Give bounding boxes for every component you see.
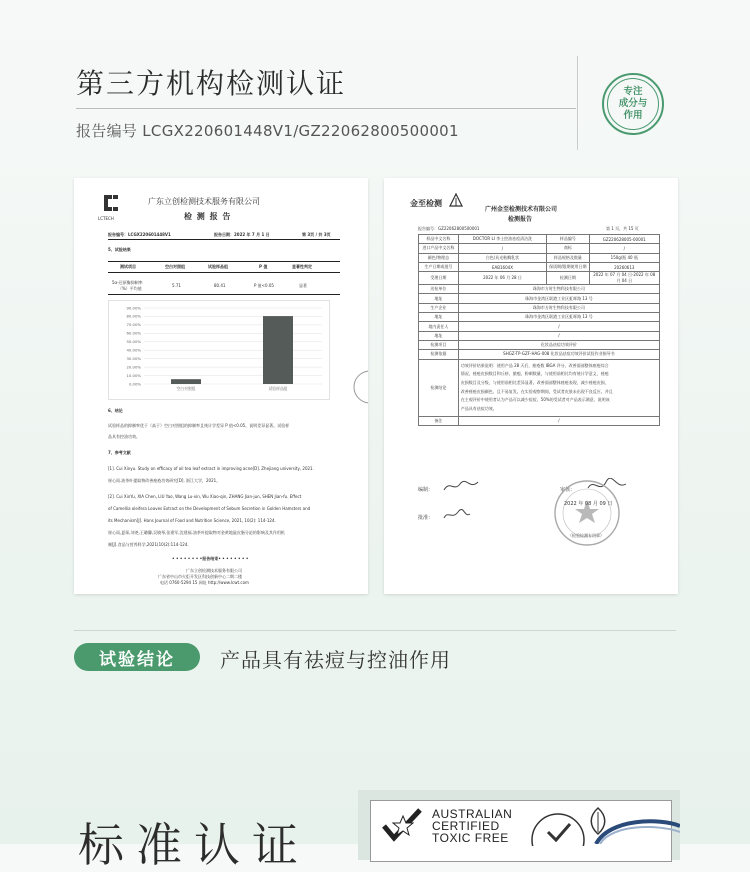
doc2-cell-value: 珠海市金湾区联港工业区虹晖路 13 号: [458, 313, 659, 322]
doc2-table-row: [419, 253, 660, 262]
doc2-cell: 进口产品中文名称: [419, 244, 459, 253]
doc2-approver: 批准：: [418, 515, 434, 521]
doc1-ref1-en: [1]. Cui Xinyu. Study on efficacy of oil tea leaf extract in improving acne[D]. Zhejiang university, 2021.: [108, 466, 314, 471]
doc2-result-line-1: 情况，痤疮皮损数目和丘疹、脓疱、粉刺数量，与使用前相比均有统计学意义，痤疮: [460, 371, 609, 377]
doc2-cell: 20260613: [589, 262, 659, 271]
chart-ytick-label: 70.00%: [126, 322, 141, 328]
doc1-row-label-b: （%）平均值: [118, 286, 142, 291]
doc2-org: 广州金至检测技术有限公司: [485, 206, 558, 213]
doc1-title: 检 测 报 告: [184, 212, 232, 221]
standard-certification-title: 标准认证: [78, 818, 310, 872]
jinzhi-logo: 金至检测: [410, 199, 442, 208]
approver-signature-icon: [442, 508, 472, 522]
doc2-cell: 样品中文名称: [419, 235, 459, 244]
doc1-footer-3: 电话 0760-5294 15 网址 http://www.lcwt.com: [160, 580, 249, 585]
doc2-result-line-5: 产品具有祛痘功效。: [460, 405, 497, 411]
doc1-val-sig: 显著: [299, 283, 307, 288]
doc2-cell: 样品规格及数量: [547, 253, 589, 262]
chart-ytick-label: 30.00%: [126, 355, 141, 361]
doc2-result-cell: [458, 359, 659, 416]
chart-ytick-label: 80.00%: [126, 313, 141, 319]
doc1-report-no: 报告编号：LCGX220601448V1: [108, 232, 171, 237]
conclusion-divider: [74, 630, 676, 631]
conclusion-text: 产品具有祛痘与控油作用: [220, 648, 451, 672]
badge-line-1: 专注: [623, 86, 643, 97]
jinzhi-logo-icon: [448, 192, 464, 208]
doc2-cell-label: 地址: [419, 313, 459, 322]
doc2-table-row: [419, 294, 660, 303]
doc1-val-p: P 值<0.05: [254, 283, 274, 288]
doc2-result-line-0: 功效评价结果说明：使用产品 28 天后，痤疮数 IBGA 评分、改善面部整体痤疮综合: [460, 362, 609, 368]
doc2-cell: 2022 年 06 月 28 日: [458, 272, 546, 285]
doc2-cell: 样品编号: [547, 235, 589, 244]
cert-line-3: TOXIC FREE: [432, 831, 509, 845]
doc1-ref2-en-2: of Camellia oleifera Leaves Extract on the Development of Sebum Secretion in Golden Hamsters and: [108, 506, 311, 511]
doc1-val-blank: 5.71: [172, 283, 181, 288]
chart-bar-0: [171, 379, 201, 384]
doc2-table-row: [419, 285, 660, 294]
doc1-table-bottom: [108, 294, 340, 295]
doc1-section-7: 7、参考文献: [108, 450, 131, 455]
doc2-reviewer: 审核：: [560, 487, 576, 493]
doc2-title: 检测报告: [508, 216, 533, 223]
product-cap-icon: [590, 812, 680, 844]
doc2-table-row: [419, 350, 660, 359]
doc2-table-row: [419, 272, 660, 285]
doc2-stamp-label: （检验检测专用章）: [568, 533, 604, 538]
doc1-org: 广东立创检测技术服务有限公司: [148, 197, 260, 206]
doc2-result-line-3: 改善痤疮皮损颜色，且不易复发。在实验观察期间，受试者皮肤未出现不良反应。并且: [460, 388, 613, 394]
doc2-cell-label: 送检单位: [419, 285, 459, 294]
doc1-header-rule: [108, 239, 340, 240]
doc2-result-label: 检测结论: [419, 359, 459, 416]
doc1-ref2-en-1: [2]. Cui XinYu, XIA Chen, LIU Yao, Wang Lu-xin, Wu Xiao-qin, ZHANG Jian-jun, SHEN Jian-fu. Effect: [108, 494, 302, 499]
chart-ytick-label: 60.00%: [126, 330, 141, 336]
australian-certified-seal-icon: [530, 806, 586, 846]
doc1-inhibition-chart: [108, 300, 330, 400]
doc2-cell: DOCTOR LI 李士控油祛痘清洁洗: [458, 235, 546, 244]
header-vertical-line: [577, 56, 578, 150]
doc2-cell: 保质期/限期使用日期: [547, 262, 589, 271]
doc2-cell-value: 珠海市方时生物科技有限公司: [458, 303, 659, 312]
doc1-ref2-cn-2: 制[J].食品与营养科学,2021(10)2):114-124.: [108, 542, 189, 547]
doc1-th-4: 显著性判定: [292, 264, 312, 269]
section-title: 第三方机构检测认证: [76, 67, 347, 100]
cert-line-1: AUSTRALIAN: [432, 807, 513, 821]
doc2-cell-value: 珠海市金湾区联港工业区虹晖路 13 号: [458, 294, 659, 303]
doc2-compiler: 编制：: [418, 487, 434, 493]
doc2-cell-value: 珠海市方时生物科技有限公司: [458, 285, 659, 294]
focus-badge: [602, 73, 664, 135]
doc2-cell: /: [589, 244, 659, 253]
lctech-logo-icon: [100, 192, 122, 214]
chart-xtick-label: 空白对照组: [176, 386, 196, 391]
doc2-remark-label: 备注: [419, 416, 459, 425]
doc2-cell-label: 检测项目: [419, 340, 459, 349]
toxic-free-tick-icon: [380, 806, 426, 846]
doc1-page: 第 3页 / 共 3页: [302, 232, 331, 237]
doc1-seal-stamp-icon: [350, 360, 368, 414]
doc1-th-2: 试验样品组: [208, 264, 228, 269]
chart-xtick-label: 试验样品组: [268, 386, 288, 391]
doc1-row-label-a: 5α-还原酶抑制率: [112, 280, 143, 285]
doc2-remark-value: /: [458, 416, 659, 425]
doc2-cell-value: 化妆品祛痘功效评价: [458, 340, 659, 349]
doc2-table-row: [419, 235, 660, 244]
doc2-cell: 检测日期: [547, 272, 589, 285]
lctech-logo-text: LCTECH: [98, 216, 114, 221]
badge-line-2: 成分与: [618, 98, 648, 109]
chart-bar-1: [263, 316, 293, 384]
doc2-cell-label: 生产企业: [419, 303, 459, 312]
chart-ytick-label: 50.00%: [126, 339, 141, 345]
doc2-table-row: [419, 244, 660, 253]
doc2-cell: 150g/瓶 40 瓶: [589, 253, 659, 262]
doc1-ref2-en-3: its Mechanism[J]. Hans Journal of Food and Nutrition Science, 2021, 10(2): 114-124.: [108, 518, 276, 523]
doc2-cell: 白色/具光粘稠乳状: [458, 253, 546, 262]
doc2-cell: 商标: [547, 244, 589, 253]
chart-ytick-label: 40.00%: [126, 347, 141, 353]
doc1-ref1-cn: 崔心雨.油茶叶提取物改善痤疮功效研究[D]. 浙江大学，2021。: [108, 478, 221, 483]
doc1-ref2-cn-1: 崔心雨,夏琛,刘尧,王璐馨,吴晓琴,张建军,沈建福.油茶叶提取物对金黄地鼠皮脂分泌的影响及其作用机: [108, 530, 285, 535]
report-number: 报告编号 LCGX220601448V1/GZ22062800500001: [76, 122, 459, 140]
doc2-table-row: [419, 331, 660, 340]
doc2-cell: 生产日期或批号: [419, 262, 459, 271]
doc1-footer-1: 广东立创检测技术服务有限公司: [186, 568, 242, 573]
doc1-section-6: 6、结论: [108, 408, 123, 413]
doc2-cell: 受理日期: [419, 272, 459, 285]
doc2-cell-value: /: [458, 322, 659, 331]
doc2-sign-date: 2022 年 08 月 09 日: [564, 501, 613, 507]
doc1-footer-2: 广东省中山市火炬开发区科技创新中心二期二楼: [158, 574, 242, 579]
doc2-cell-label: 地址: [419, 331, 459, 340]
title-divider: [76, 108, 576, 109]
doc1-conclusion-2: 品具有控油功效。: [108, 434, 140, 439]
chart-ytick-label: 10.00%: [126, 372, 141, 378]
doc2-remark-row: [419, 416, 660, 425]
doc2-cell-value: /: [458, 331, 659, 340]
doc2-cell-label: 境内责任人: [419, 322, 459, 331]
doc2-table-row: [419, 303, 660, 312]
doc2-report-no: 报告编号：GZ22062800500001: [418, 226, 480, 231]
chart-ytick-label: 90.00%: [126, 305, 141, 311]
doc1-val-sample: 80.41: [214, 283, 226, 288]
lctech-test-report: [74, 178, 368, 594]
compiler-signature-icon: [442, 478, 482, 494]
doc1-conclusion-1: 试验样品的抑制率优于（高于）空白对照组的抑制率且统计学差异 P 值<0.05，说明差异显著。试验样: [108, 423, 290, 428]
doc2-cell-value: SHGZ-TP-GZF-HAG-008 化妆品祛痘功效评价试验作业指导书: [458, 350, 659, 359]
doc2-cell-label: 检测依据: [419, 350, 459, 359]
conclusion-label: 试验结论: [74, 643, 200, 671]
doc2-result-line-2: 皮损数目及分级，与使用前相比差异显著。改善面部整体痤疮表现，减少痤疮皮损，: [460, 379, 609, 385]
doc1-date: 报告日期：2022 年 7 月 1 日: [214, 232, 270, 237]
doc1-th-1: 空白对照组: [165, 264, 185, 269]
doc2-table-row: [419, 313, 660, 322]
doc2-cell: EAB1604X: [458, 262, 546, 271]
jinzhi-test-report: [384, 178, 678, 594]
doc1-th-0: 测试项目: [120, 264, 136, 269]
doc1-table-mid: [108, 272, 340, 273]
doc2-table-row: [419, 340, 660, 349]
doc1-section-5: 5、试验结果: [108, 247, 131, 252]
doc2-cell-label: 地址: [419, 294, 459, 303]
doc2-cell: 颜色/物理态: [419, 253, 459, 262]
doc1-report-end: • • • • • • • •报告结束• • • • • • • •: [172, 556, 249, 561]
doc1-table-top: [108, 261, 340, 262]
doc2-result-line-4: 在主观评价中使用者认为产品可以减少痘痘，50%的受试者对产品表示满意，说明该: [460, 397, 610, 403]
doc2-table-row: [419, 322, 660, 331]
badge-line-3: 作用: [623, 110, 643, 121]
chart-ytick-label: 20.00%: [126, 364, 141, 370]
doc2-table-row: [419, 262, 660, 271]
doc2-cell: 2022 年 07 月 04 日-2022 年 08 月 04 日: [589, 272, 659, 285]
cert-line-2: CERTIFIED: [432, 819, 500, 833]
doc1-th-3: P 值: [259, 264, 268, 269]
certification-text: [432, 808, 512, 844]
chart-ytick-label: 0.00%: [128, 381, 141, 387]
doc2-result-row: [419, 359, 660, 416]
doc2-cell: GZ220628005-00001: [589, 235, 659, 244]
doc2-info-table: [418, 234, 660, 426]
doc2-cell: /: [458, 244, 546, 253]
doc2-page: 第 1 页，共 15 页: [606, 226, 639, 231]
